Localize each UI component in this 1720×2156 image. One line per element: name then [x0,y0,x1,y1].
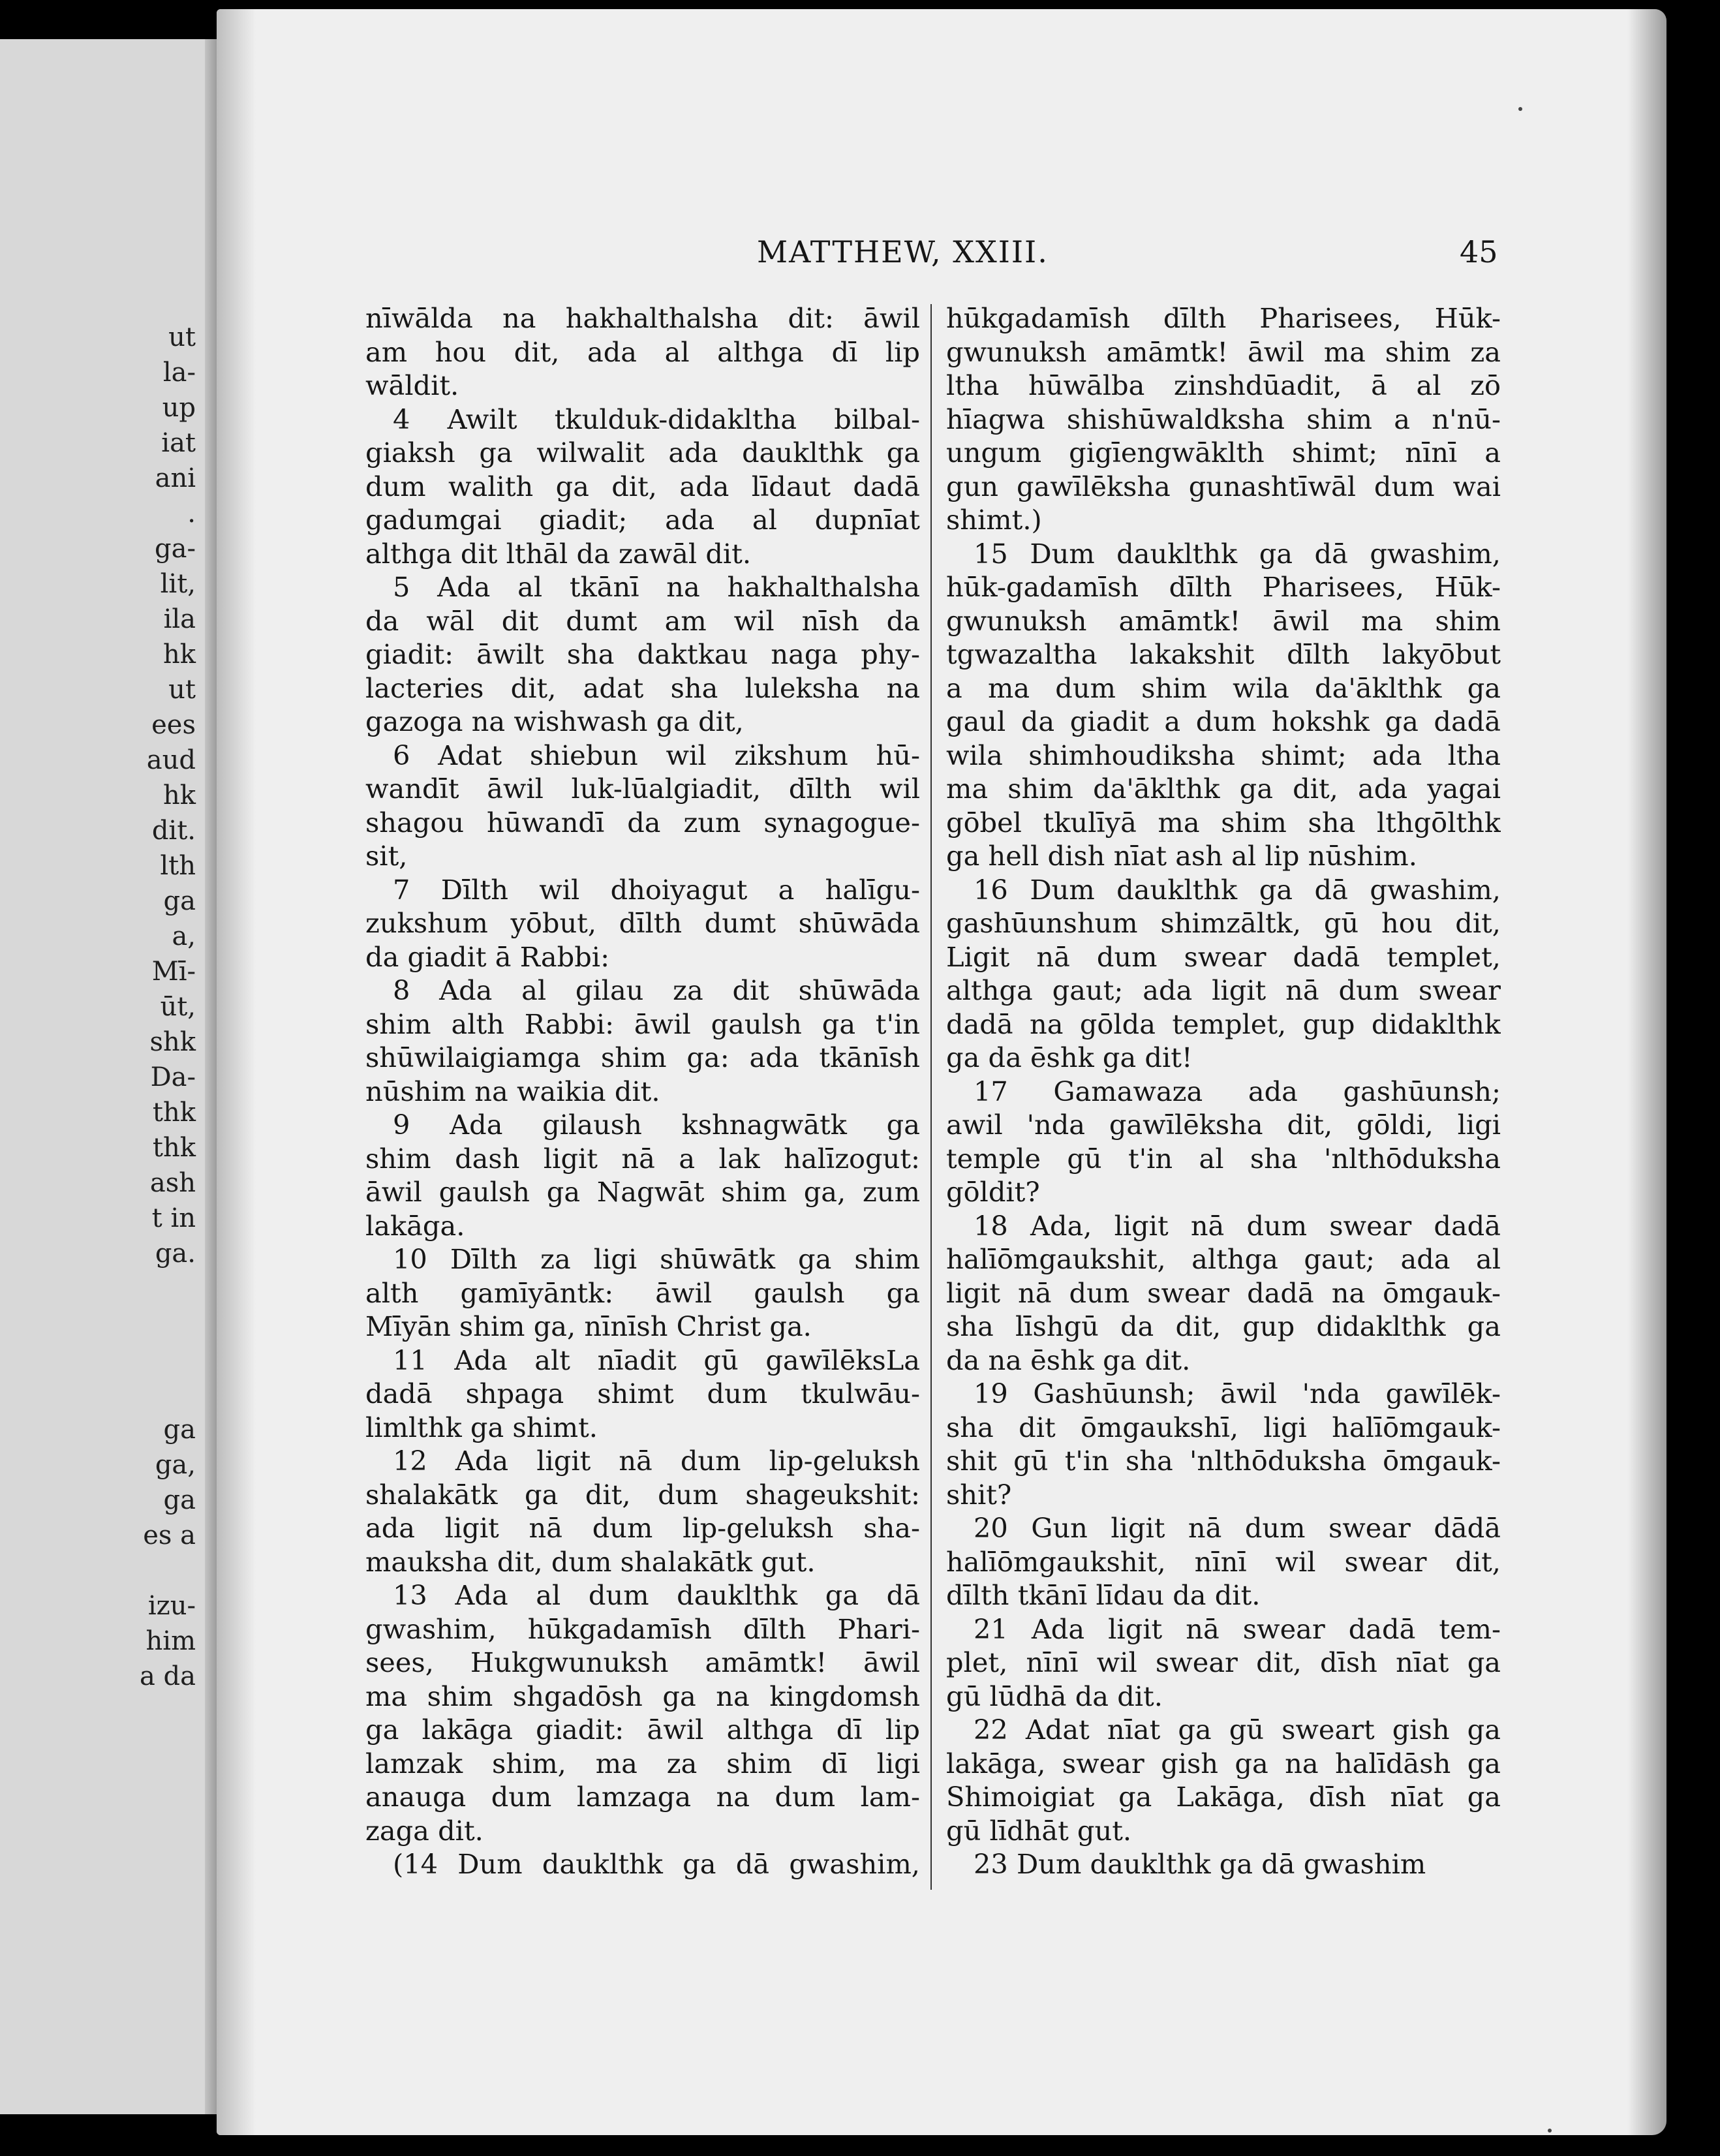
text-line: halīōmgaukshit, althga gaut; ada al [946,1243,1501,1275]
text-line: plet, nīnī wil swear dit, dīsh nīat ga [946,1646,1501,1678]
text-line: gwunuksh amāmtk! āwil ma shim za [946,335,1501,368]
facing-page-fragment: hk [163,780,196,810]
facing-page [0,39,222,2114]
text-line: gun gawīlēksha gunashtīwāl dum wai [946,470,1501,502]
text-line: mauksha dit, dum shalakātk gut. [365,1545,816,1578]
text-line: lacteries dit, adat sha luleksha na [365,671,920,704]
text-line: ga lakāga giadit: āwil althga dī lip [365,1714,920,1746]
facing-page-fragment: hk [163,639,196,670]
facing-page-fragment: . [187,499,196,529]
text-line: 11 Ada alt nīadit gū gawīlēksLa [393,1344,920,1376]
text-line: 16 Dum dauklthk ga dā gwashim, [974,873,1501,906]
facing-page-fragment [0,1553,196,1588]
text-line: ga hell dish nīat ash al lip nūshim. [946,840,1417,872]
text-line: alth gamīyāntk: āwil gaulsh ga [365,1276,920,1309]
text-line: 4 Awilt tkulduk-didakltha bilbal- [393,403,920,435]
text-line: Ligit nā dum swear dadā templet, [946,940,1501,973]
paper-speck [1548,2129,1552,2133]
text-line: ma shim da'āklthk ga dit, ada yagai [946,773,1501,805]
text-line: shūwilaigiamga shim ga: ada tkānīsh [365,1041,920,1073]
facing-page-fragment: ash [149,1168,196,1198]
text-line: nīwālda na hakhalthalsha dit: āwil [365,302,920,334]
text-line: 6 Adat shiebun wil zikshum hū- [393,739,920,771]
text-line: lamzak shim, ma za shim dī ligi [365,1747,920,1779]
text-line: sha līshgū da dit, gup didaklthk ga [946,1310,1501,1342]
text-line: giaksh ga wilwalit ada dauklthk ga [365,437,920,469]
facing-page-fragment: ga, [155,1450,196,1480]
facing-page-fragment [0,1306,196,1342]
facing-page-fragment: ut [168,675,196,705]
text-line: ungum gigīengwāklth shimt; nīnī a [946,437,1501,469]
text-line: a ma dum shim wila da'āklthk ga [946,671,1501,704]
facing-page-fragment: ga [163,886,196,916]
text-line: dadā na gōlda templet, gup didaklthk [946,1008,1501,1040]
text-line: shit? [946,1478,1012,1511]
text-line: 10 Dīlth za ligi shūwātk ga shim [393,1243,920,1275]
text-line: 18 Ada, ligit nā dum swear dadā [974,1209,1501,1242]
text-line: gashūunshum shimzāltk, gū hou dit, [946,907,1501,939]
facing-page-fragment: ga [163,1485,196,1515]
text-line: shagou hūwandī da zum synagogue- [365,806,920,839]
text-line: da giadit ā Rabbi: [365,940,610,973]
facing-page-fragment: ga. [155,1239,196,1269]
text-line: Shimoigiat ga Lakāga, dīsh nīat ga [946,1781,1501,1813]
text-line: althga dit lthāl da zawāl dit. [365,537,752,570]
column-rule [930,304,932,1890]
facing-page-fragment: a da [139,1661,196,1691]
facing-page-fragment: ila [163,604,196,634]
text-line: ligit nā dum swear dadā na ōmgauk- [946,1276,1501,1309]
page [217,9,1666,2135]
text-line: dum walith ga dit, ada līdaut dadā [365,470,920,502]
facing-page-fragment: ees [151,710,196,740]
text-line: temple gū t'in al sha 'nlthōduksha [946,1142,1501,1175]
facing-page-fragment: Mī- [151,957,196,987]
text-line: shalakātk ga dit, dum shageukshit: [365,1478,920,1511]
text-line: shit gū t'in sha 'nlthōduksha ōmgauk- [946,1445,1501,1477]
text-line: anauga dum lamzaga na dum lam- [365,1781,920,1813]
facing-page-fragment: up [162,393,196,423]
text-line: awil 'nda gawīlēksha dit, gōldi, ligi [946,1109,1501,1141]
text-line: 9 Ada gilaush kshnagwātk ga [393,1109,920,1141]
text-line: 7 Dīlth wil dhoiyagut a halīgu- [393,873,920,906]
text-line: gōbel tkulīyā ma shim sha lthgōlthk [946,806,1501,839]
text-line: 15 Dum dauklthk ga dā gwashim, [974,537,1501,570]
facing-page-fragment: izu- [147,1591,196,1621]
text-line: ga da ēshk ga dit! [946,1041,1193,1073]
text-line: 5 Ada al tkānī na hakhalthalsha [393,571,920,603]
text-line: gadumgai giadit; ada al dupnīat [365,504,920,536]
text-line: 23 Dum dauklthk ga dā gwashim [974,1848,1426,1880]
text-line: Mīyān shim ga, nīnīsh Christ ga. [365,1310,812,1342]
text-line: 17 Gamawaza ada gashūunsh; [974,1075,1501,1107]
text-line: halīōmgaukshit, nīnī wil swear dit, [946,1545,1501,1578]
text-line: 19 Gashūunsh; āwil 'nda gawīlēk- [974,1378,1501,1409]
facing-page-fragment: him [146,1626,196,1656]
facing-page-text-fragments [0,320,196,1694]
facing-page-fragment: thk [152,1098,196,1128]
text-line: ada ligit nā dum lip-geluksh sha- [365,1512,920,1544]
text-line: giadit: āwilt sha daktkau naga phy- [365,638,920,670]
facing-page-fragment: lth [160,851,196,881]
paper-speck [1518,107,1522,111]
text-line: dīlth tkānī līdau da dit. [946,1579,1261,1611]
text-line: da wāl dit dumt am wil nīsh da [365,604,920,637]
facing-page-fragment: ga [163,1415,196,1445]
text-line: shim dash ligit nā a lak halīzogut: [365,1142,920,1175]
facing-page-fragment: a, [172,921,196,951]
text-line: gū lūdhā da dit. [946,1680,1163,1712]
text-line: shimt.) [946,504,1042,536]
text-line: gū līdhāt gut. [946,1814,1132,1847]
text-line: am hou dit, ada al althga dī lip [365,335,920,368]
text-line: lakāga. [365,1209,465,1242]
facing-page-fragment: t in [151,1203,196,1233]
text-line: hūk-gadamīsh dīlth Pharisees, Hūk- [946,571,1501,603]
facing-page-fragment: la- [162,358,196,388]
text-line: sees, Hukgwunuksh amāmtk! āwil [365,1646,920,1678]
facing-page-fragment: Da- [150,1062,196,1092]
text-line: nūshim na waikia dit. [365,1075,660,1107]
facing-page-fragment: ga- [155,534,196,564]
facing-page-fragment: shk [149,1027,196,1057]
facing-page-fragment: ūt, [160,992,196,1022]
facing-page-fragment [0,1377,196,1412]
text-line: hūkgadamīsh dīlth Pharisees, Hūk- [946,302,1501,334]
text-line: ma shim shgadōsh ga na kingdomsh [365,1680,920,1712]
text-line: wandīt āwil luk-lūalgiadit, dīlth wil [365,773,920,805]
text-line: wila shimhoudiksha shimt; ada ltha [946,739,1501,771]
text-line: 22 Adat nīat ga gū sweart gish ga [974,1714,1501,1746]
page-edge-shadow [1627,9,1666,2135]
text-line: althga gaut; ada ligit nā dum swear [946,974,1501,1006]
text-line: sha dit ōmgaukshī, ligi halīōmgauk- [946,1411,1501,1443]
facing-page-fragment: ani [155,463,196,493]
text-line: zukshum yōbut, dīlth dumt shūwāda [365,907,920,939]
text-line: gwunuksh amāmtk! āwil ma shim [946,604,1501,637]
text-line: ltha hūwālba zinshdūadit, ā al zō [946,369,1501,401]
text-line: gōldit? [946,1176,1040,1208]
text-line: limlthk ga shimt. [365,1411,598,1443]
text-line: dadā shpaga shimt dum tkulwāu- [365,1378,920,1409]
facing-page-fragment [0,1271,196,1306]
text-line: tgwazaltha lakakshit dīlth lakyōbut [946,638,1501,670]
page-number: 45 [1460,234,1498,270]
text-line: wāldit. [365,369,459,401]
page-title: MATTHEW, XXIII. [757,234,1049,270]
facing-page-fragment: thk [152,1133,196,1163]
text-line: (14 Dum dauklthk ga dā gwashim, [393,1848,920,1880]
facing-page-fragment: ut [168,322,196,352]
text-line: gaul da giadit a dum hokshk ga dadā [946,705,1501,737]
text-line: sit, [365,840,408,872]
text-line: hīagwa shishūwaldksha shim a n'nū- [946,403,1501,435]
text-line: 13 Ada al dum dauklthk ga dā [393,1579,920,1611]
text-line: zaga dit. [365,1814,484,1847]
facing-page-fragment: es a [143,1520,196,1550]
text-line: shim alth Rabbi: āwil gaulsh ga t'in [365,1008,920,1040]
text-line: lakāga, swear gish ga na halīdāsh ga [946,1747,1501,1779]
text-line: 12 Ada ligit nā dum lip-geluksh [393,1445,920,1477]
text-line: 20 Gun ligit nā dum swear dādā [974,1512,1501,1544]
text-line: 8 Ada al gilau za dit shūwāda [393,974,920,1006]
text-line: 21 Ada ligit nā swear dadā tem- [974,1612,1501,1645]
facing-page-fragment: lit, [160,569,196,599]
facing-page-fragment: iat [161,428,196,458]
text-line: da na ēshk ga dit. [946,1344,1191,1376]
page-gutter [217,9,256,2135]
text-line: āwil gaulsh ga Nagwāt shim ga, zum [365,1176,920,1208]
text-column-left [365,301,920,1881]
facing-page-fragment [0,1342,196,1377]
facing-page-fragment: aud [146,745,196,775]
facing-page-fragment: dit. [151,816,196,846]
text-line: gwashim, hūkgadamīsh dīlth Phari- [365,1612,920,1645]
text-column-right [946,301,1501,1881]
text-line: gazoga na wishwash ga dit, [365,705,744,737]
